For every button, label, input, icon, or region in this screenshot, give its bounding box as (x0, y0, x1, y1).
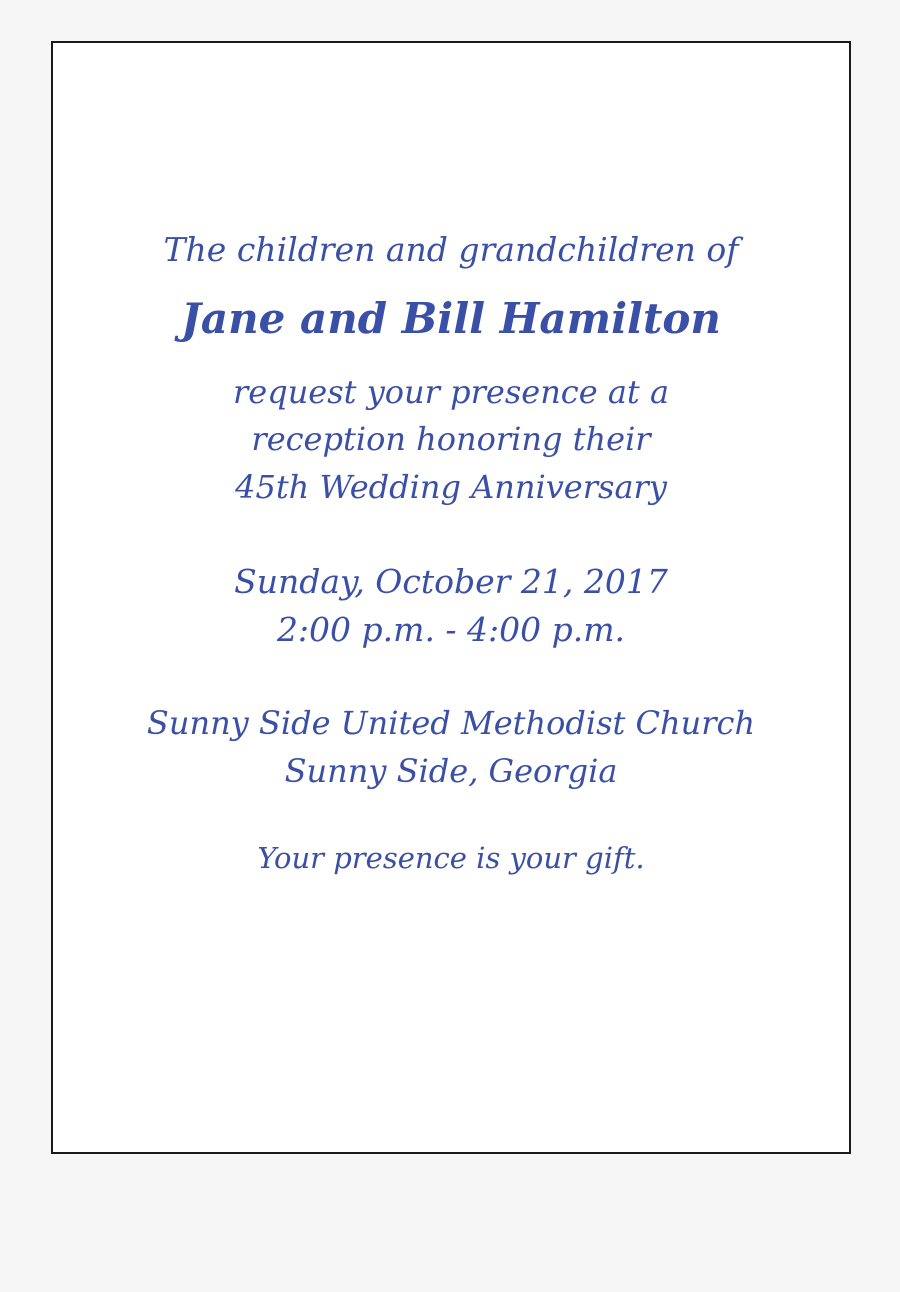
intro-line: The children and grandchildren of (163, 230, 739, 269)
request-line: 45th Wedding Anniversary (235, 468, 667, 506)
request-line: reception honoring their (251, 420, 651, 458)
gift-note: Your presence is your gift. (257, 841, 645, 875)
honoree-names: Jane and Bill Hamilton (181, 294, 721, 343)
invitation-card (51, 41, 851, 1154)
event-date: Sunday, October 21, 2017 (234, 562, 668, 601)
event-time: 2:00 p.m. - 4:00 p.m. (276, 610, 626, 649)
event-city: Sunny Side, Georgia (284, 752, 618, 790)
event-venue: Sunny Side United Methodist Church (146, 704, 756, 742)
request-line: request your presence at a (232, 373, 670, 411)
